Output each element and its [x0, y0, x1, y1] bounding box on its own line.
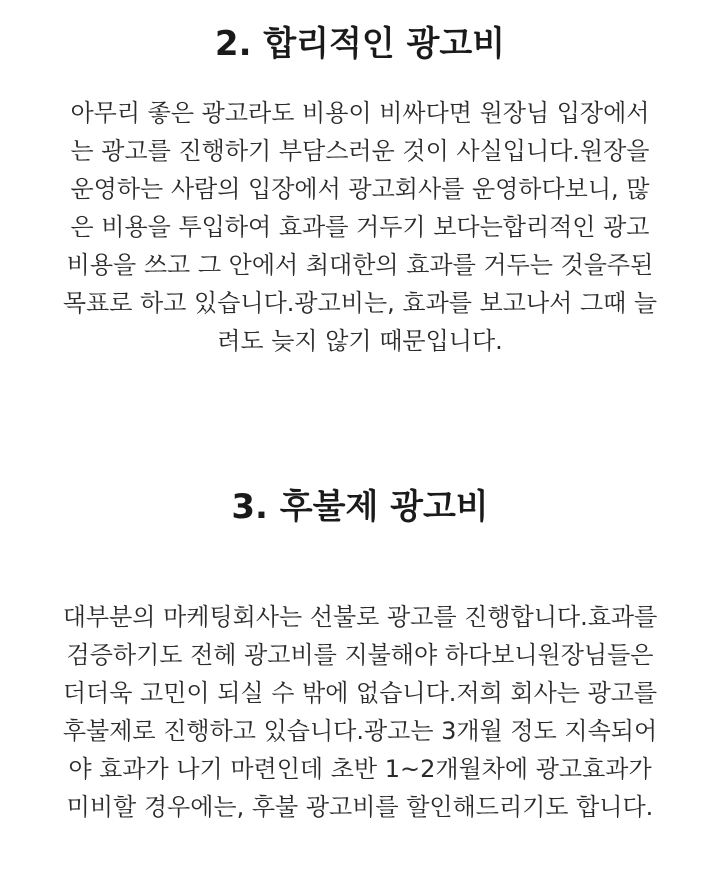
body-line: 은 비용을 투입하여 효과를 거두기 보다는합리적인 광고 — [70, 213, 650, 241]
body-line: 비용을 쓰고 그 안에서 최대한의 효과를 거두는 것을주된 — [66, 251, 654, 279]
body-line: 려도 늦지 않기 때문입니다. — [217, 327, 503, 355]
body-line: 후불제로 진행하고 있습니다.광고는 3개월 정도 지속되어 — [62, 717, 658, 745]
body-line: 아무리 좋은 광고라도 비용이 비싸다면 원장님 입장에서 — [70, 99, 650, 127]
body-line: 대부분의 마케팅회사는 선불로 광고를 진행합니다.효과를 — [62, 603, 658, 631]
body-line: 목표로 하고 있습니다.광고비는, 효과를 보고나서 그때 늘 — [62, 289, 658, 317]
section-body-reasonable-cost — [30, 94, 690, 360]
body-line: 검증하기도 전헤 광고비를 지불해야 하다보니원장님들은 — [66, 641, 654, 669]
body-line: 더더욱 고민이 되실 수 밖에 없습니다.저희 회사는 광고를 — [62, 679, 658, 707]
body-line: 는 광고를 진행하기 부담스러운 것이 사실입니다.원장을 — [70, 137, 650, 165]
section-title-reasonable-cost: 2. 합리적인 광고비 — [214, 24, 506, 64]
body-line: 야 효과가 나기 마련인데 초반 1~2개월차에 광고효과가 — [68, 755, 652, 783]
body-line: 운영하는 사람의 입장에서 광고회사를 운영하다보니, 많 — [70, 175, 650, 203]
body-line: 미비할 경우에는, 후불 광고비를 할인해드리기도 합니다. — [66, 793, 654, 821]
section-title-postpaid-cost: 3. 후불제 광고비 — [231, 487, 489, 527]
section-body-postpaid-cost — [30, 598, 690, 826]
